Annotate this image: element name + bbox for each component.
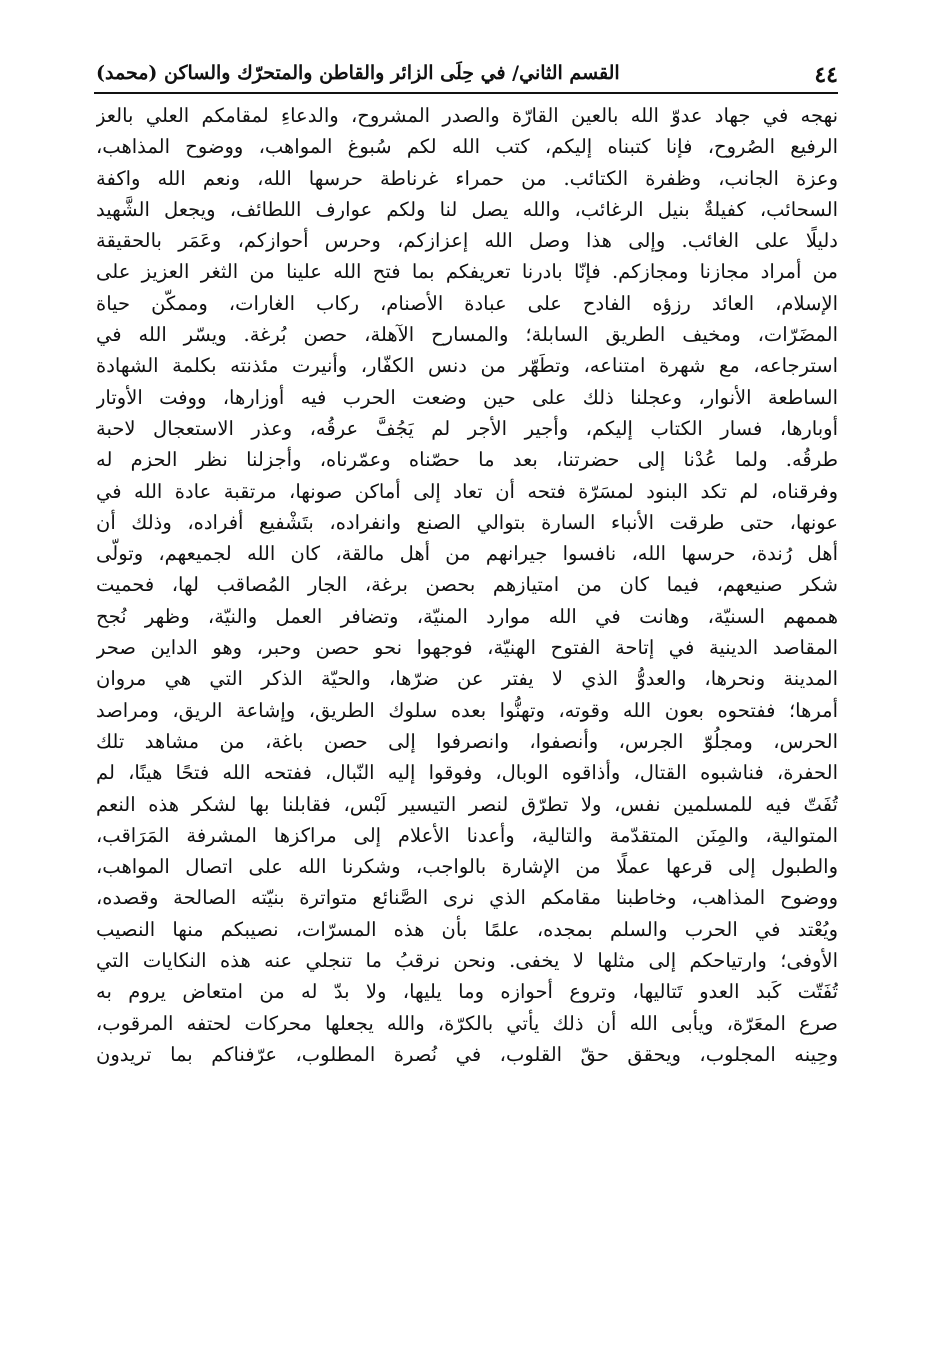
text-line: وفرقناه، لم تكد البنود لمسَرّة فتحه أن تعاد إلى أماكن صونها، مرتقبة عادة الله في: [96, 479, 838, 503]
page-body-text: [96, 100, 838, 1070]
page-number: ٤٤: [814, 62, 838, 88]
text-line: المضَرّات، ومخيف الطريق السابلة؛ والمسارح الآهلة، حصن بُرغة. ويسّر الله في: [96, 323, 838, 347]
text-line: وحِينه المجلوب، ويحقق حقّ القلوب، في نُصرة المطلوب، عرّفناكم بما تريدون: [96, 1042, 838, 1066]
text-line: الأوفى؛ وارتياحكم إلى مثلها لا يخفى. ونحن نرقبُ ما تنجلي عنه هذه النكايات التي: [96, 949, 838, 973]
text-line: الحفرة، فناشبوه القتال، وأذاقوه الوبال، وفوقوا إليه النّبال، ففتحه الله فتحًا هينًا، لم: [96, 761, 838, 785]
text-line: طرقُه. ولما عُدْنا إلى حضرتنا، بعد ما حصّناه وعمّرناه، وأجزلنا نظر الحزم له: [96, 448, 838, 472]
text-line: صرع المعَرّة، ويأبى الله أن ذلك يأتي بالكرّة، والله يجعلها محركات لحتفه المرقوب،: [96, 1011, 838, 1035]
text-line: والطبول إلى قرعها عملًا من الإشارة بالواجب، وشكرنا الله على اتصال المواهب،: [96, 855, 838, 879]
text-line: المدينة ونحرها، والعدوُّ الذي لا يفتر عن ضرّها، والحيّة الذكر التي هي مروان: [96, 667, 838, 691]
text-line: الحرس، ومجلُوّ الجرس، وأنصفوا، وانصرفوا إلى حصن باغة، من مشاهد تلك: [96, 729, 838, 753]
text-line: ووضوح المذاهب، وخاطبنا مقامكم الذي نرى الصَّنائع متواترة بنيّته الصالحة وقصده،: [96, 886, 838, 910]
text-line: تُفَتّت كَبد العدو تَتاليها، وتروع أحوازه وما يليها، ولا بدّ له من امتعاض يروم به: [96, 980, 838, 1004]
text-line: شكر صنيعهم، فيما كان من امتيازهم بحصن برغة، الجار المُصاقب لها، فحميت: [96, 573, 838, 597]
text-line: الساطعة الأنوار، وعجلنا ذلك على حين وضعت الحرب فيه أوزارها، ووفت الأوتار: [96, 385, 838, 409]
text-line: هممهم السنيّة، وهانت في الله موارد المنيّة، وتضافر العمل والنيّة، وظهر نُجح: [96, 604, 838, 628]
text-line: السحائب، كفيلةٌ بنيل الرغائب، والله يصل لنا ولكم عوارف اللطائف، ويجعل الشَّهيد: [96, 197, 838, 221]
running-title: القسم الثاني/ في حِلَى الزائر والقاطن والمتحرّك والساكن (محمد): [96, 62, 620, 84]
text-line: تُفَتّ فيه للمسلمين نفس، ولا تطرّق لنصر التيسير لَبْس، فقابلنا بها لشكر هذه النعم: [96, 792, 838, 816]
text-line: الرفيع الصُروح، فإنا كتبناه إليكم، كتب الله لكم سُبوغ المواهب، ووضوح المذاهب،: [96, 135, 838, 159]
text-line: وعزة الجانب، وظفرة الكتائب. من حمراء غرناطة حرسها الله، ونعم الله واكفة: [96, 166, 838, 190]
text-line: نهجه في جهاد عدوّ الله بالعين القارّة والصدر المشروح، والدعاءِ لمقامكم العلي بالعز: [96, 104, 838, 127]
text-line: دليلًا على الغائب. وإلى هذا وصل الله إعزازكم، وحرس أحوازكم، وعَمَر بالحقيقة: [96, 229, 838, 253]
text-line: الإسلام، العائد رزؤه الفادح على عبادة الأصنام، ركاب الغارات، وممكّن حياة: [96, 291, 838, 315]
text-line: عونها، حتى طرقت الأنباء السارة بتوالي الصنع وانفراده، بتَشْفيع أفراده، وذلك أن: [96, 510, 838, 534]
text-line: استرجاعه، مع شهرة امتناعه، وتطَهّر من دنس الكفّار، وأنيرت مئذنته بكلمة الشهادة: [96, 354, 838, 378]
text-line: المتوالية، والمِنَن المتقدّمة والتالية، وأعدنا الأعلام إلى مراكزها المشرفة المَرَاقب،: [96, 823, 838, 847]
text-line: أوبارها، فسار الكتاب إليكم، وأجير الأجر لم يَجُفَّ عرقُه، وعذر الاستعجال لاحبة: [96, 416, 838, 440]
text-line: المقاصد الدينية في إتاحة الفتوح الهنيّة، فوجهوا نحو حصن وحبر، وهو الداين صحر: [96, 636, 838, 660]
header-rule: [94, 92, 838, 94]
text-line: أهل رُندة، حرسها الله، نافسوا جيرانهم من أهل مالقة، كان الله لجميعهم، وتولّى: [96, 542, 838, 566]
text-line: أمرها؛ ففتحوه بعون الله وقوته، وتهنُّوا بعده سلوك الطريق، وإشاعة الريق، ومراصد: [96, 698, 838, 722]
text-line: من أمراد مجازنا ومجازكم. فإنّا بادرنا تعريفكم بما فتح الله علينا من الثغر العزيز على: [96, 260, 838, 284]
text-line: ويُعْتد في الحرب والسلم بمجده، علمًا بأن هذه المسرّات، نصيبكم منها النصيب: [96, 917, 838, 941]
page-header: [96, 58, 838, 92]
